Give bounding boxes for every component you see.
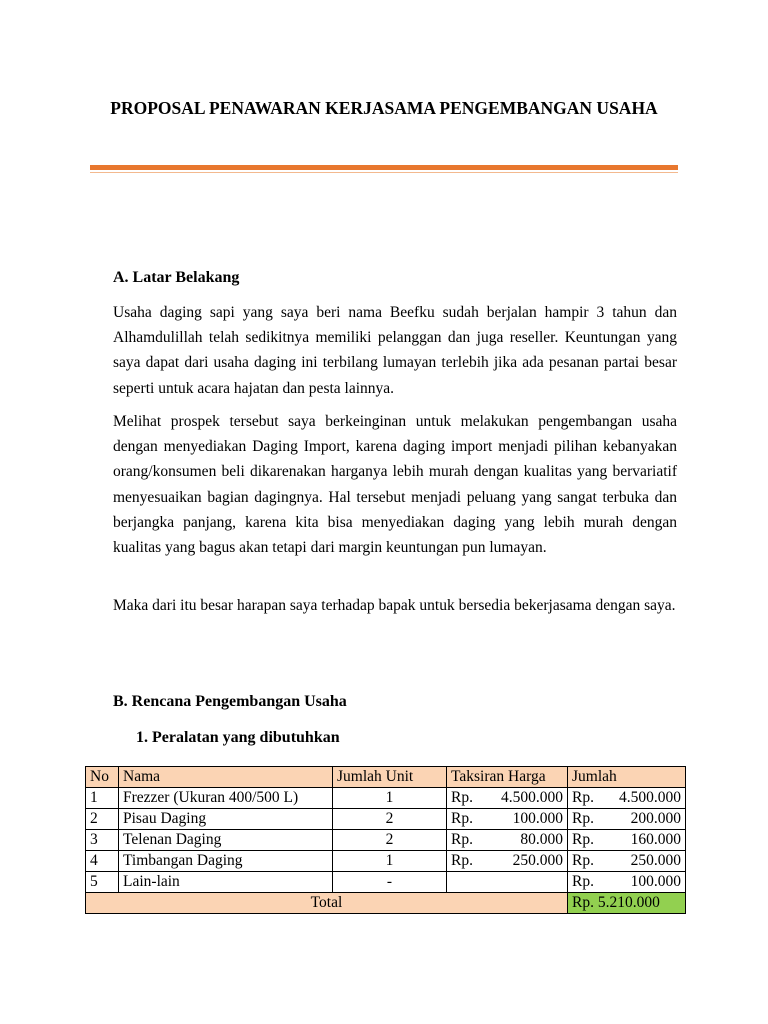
cell-nama: Lain-lain: [119, 872, 333, 893]
cell-taksiran-harga: [447, 830, 568, 851]
cell-no: 1: [86, 788, 119, 809]
currency-label: Rp.: [451, 831, 473, 848]
cell-taksiran-harga: [447, 872, 568, 893]
cell-taksiran-harga: [447, 788, 568, 809]
currency-label: Rp.: [572, 810, 594, 827]
table-header-row: [86, 767, 686, 788]
table-row: [86, 851, 686, 872]
cell-jumlah: [568, 872, 686, 893]
cell-jumlah-unit: -: [333, 872, 447, 893]
total-label: Total: [86, 893, 568, 914]
amount-value: 200.000: [630, 810, 681, 827]
table-row: [86, 788, 686, 809]
cell-no: 2: [86, 809, 119, 830]
title-divider: [90, 165, 678, 170]
currency-label: Rp.: [451, 852, 473, 869]
cell-jumlah: [568, 809, 686, 830]
document-title: PROPOSAL PENAWARAN KERJASAMA PENGEMBANGAN USAHA: [110, 98, 658, 118]
cell-no: 4: [86, 851, 119, 872]
table-row: [86, 872, 686, 893]
cell-no: 5: [86, 872, 119, 893]
amount-value: 4.500.000: [501, 789, 563, 806]
header-no: No: [86, 767, 119, 788]
currency-label: Rp.: [572, 873, 594, 890]
cell-jumlah: [568, 851, 686, 872]
amount-value: 160.000: [630, 831, 681, 848]
amount-value: 4.500.000: [619, 789, 681, 806]
amount-value: 80.000: [520, 831, 563, 848]
cell-nama: Timbangan Daging: [119, 851, 333, 872]
cell-taksiran-harga: [447, 809, 568, 830]
section-a-heading: A. Latar Belakang: [113, 269, 240, 286]
currency-label: Rp.: [451, 810, 473, 827]
cell-jumlah: [568, 788, 686, 809]
currency-label: Rp.: [451, 789, 473, 806]
cell-jumlah-unit: 2: [333, 809, 447, 830]
section-b-subheading: 1. Peralatan yang dibutuhkan: [136, 729, 340, 746]
table-row: [86, 809, 686, 830]
amount-value: 100.000: [512, 810, 563, 827]
cell-nama: Telenan Daging: [119, 830, 333, 851]
section-a-paragraph-1: Usaha daging sapi yang saya beri nama Beefku sudah berjalan hampir 3 tahun dan Alhamdulillah telah sedikitnya memiliki pelanggan dan juga reseller. Keuntungan yang saya dapat dari usaha daging ini terbilang lumayan terlebih jika ada pesanan partai besar seperti untuk acara hajatan dan pesta lainnya.: [113, 304, 677, 397]
header-nama: Nama: [119, 767, 333, 788]
total-value: Rp. 5.210.000: [568, 893, 686, 914]
cell-taksiran-harga: [447, 851, 568, 872]
cell-nama: Pisau Daging: [119, 809, 333, 830]
cell-no: 3: [86, 830, 119, 851]
currency-label: Rp.: [572, 831, 594, 848]
cell-jumlah-unit: 1: [333, 851, 447, 872]
table-row: [86, 830, 686, 851]
section-a-paragraph-2: Melihat prospek tersebut saya berkeinginan untuk melakukan pengembangan usaha dengan menyediakan Daging Import, karena daging import menjadi pilihan kebanyakan orang/konsumen beli dikarenakan harganya lebih murah dengan kualitas yang bervariatif menyesuaikan bagian dagingnya. Hal tersebut menjadi peluang yang sangat terbuka dan berjangka panjang, karena kita bisa menyediakan daging yang lebih murah dengan kualitas yang bagus akan tetapi dari margin keuntungan pun lumayan.: [113, 413, 677, 557]
amount-value: 250.000: [630, 852, 681, 869]
amount-value: 100.000: [630, 873, 681, 890]
currency-label: Rp.: [572, 789, 594, 806]
amount-value: 250.000: [512, 852, 563, 869]
section-b-heading: B. Rencana Pengembangan Usaha: [113, 693, 347, 710]
currency-label: Rp.: [572, 852, 594, 869]
table-body: [86, 788, 686, 893]
header-taksiran-harga: Taksiran Harga: [447, 767, 568, 788]
cell-nama: Frezzer (Ukuran 400/500 L): [119, 788, 333, 809]
header-jumlah: Jumlah: [568, 767, 686, 788]
cell-jumlah-unit: 1: [333, 788, 447, 809]
section-a-paragraph-3: Maka dari itu besar harapan saya terhadap bapak untuk bersedia bekerjasama dengan saya.: [113, 597, 676, 614]
cell-jumlah-unit: 2: [333, 830, 447, 851]
table-total-row: [86, 893, 686, 914]
equipment-table: [85, 766, 686, 914]
header-jumlah-unit: Jumlah Unit: [333, 767, 447, 788]
cell-jumlah: [568, 830, 686, 851]
